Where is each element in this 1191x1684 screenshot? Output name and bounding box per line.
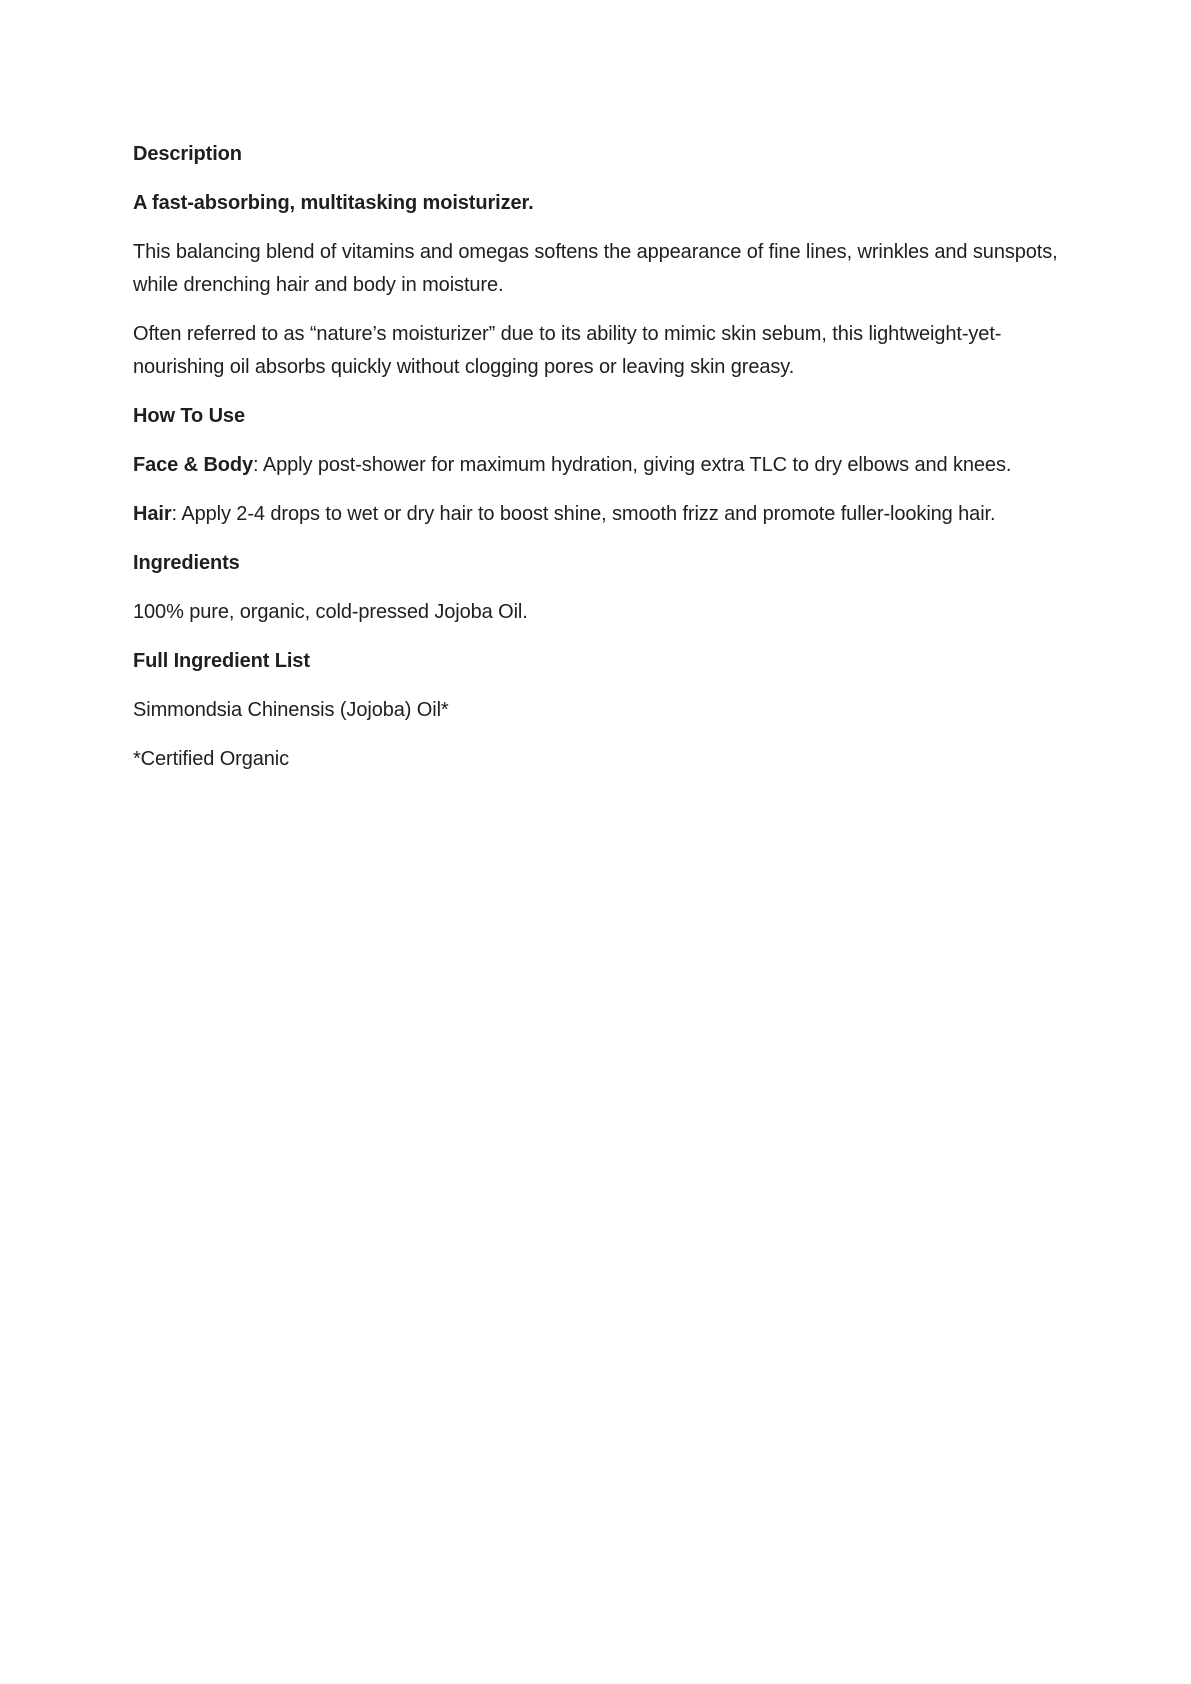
description-heading: Description: [133, 143, 242, 165]
hair-label: Hair: [133, 503, 172, 525]
full-ingredient-list-text: Simmondsia Chinensis (Jojoba) Oil*: [133, 699, 449, 721]
hair-text: : Apply 2-4 drops to wet or dry hair to boost shine, smooth frizz and promote fuller-looking hair.: [171, 503, 996, 525]
full-ingredient-list-heading: Full Ingredient List: [133, 650, 310, 672]
face-body-label: Face & Body: [133, 454, 254, 476]
benefits-paragraph: This balancing blend of vitamins and omegas softens the appearance of fine lines, wrinkles and sunspots, while drenching hair and body in moisture.: [133, 241, 1058, 296]
certified-organic-footnote: *Certified Organic: [133, 748, 290, 770]
face-body-text: : Apply post-shower for maximum hydration, giving extra TLC to dry elbows and knees.: [253, 454, 1012, 476]
ingredients-heading: Ingredients: [133, 552, 240, 574]
ingredients-text: 100% pure, organic, cold-pressed Jojoba Oil.: [133, 601, 528, 623]
face-body-instructions: [133, 449, 1058, 482]
how-to-use-heading: How To Use: [133, 405, 245, 427]
nature-moisturizer-paragraph: Often referred to as “nature’s moisturizer” due to its ability to mimic skin sebum, this lightweight-yet-nourishing oil absorbs quickly without clogging pores or leaving skin greasy.: [133, 323, 1002, 378]
hair-instructions: [133, 498, 1058, 531]
product-tagline: A fast-absorbing, multitasking moisturizer.: [133, 192, 534, 214]
